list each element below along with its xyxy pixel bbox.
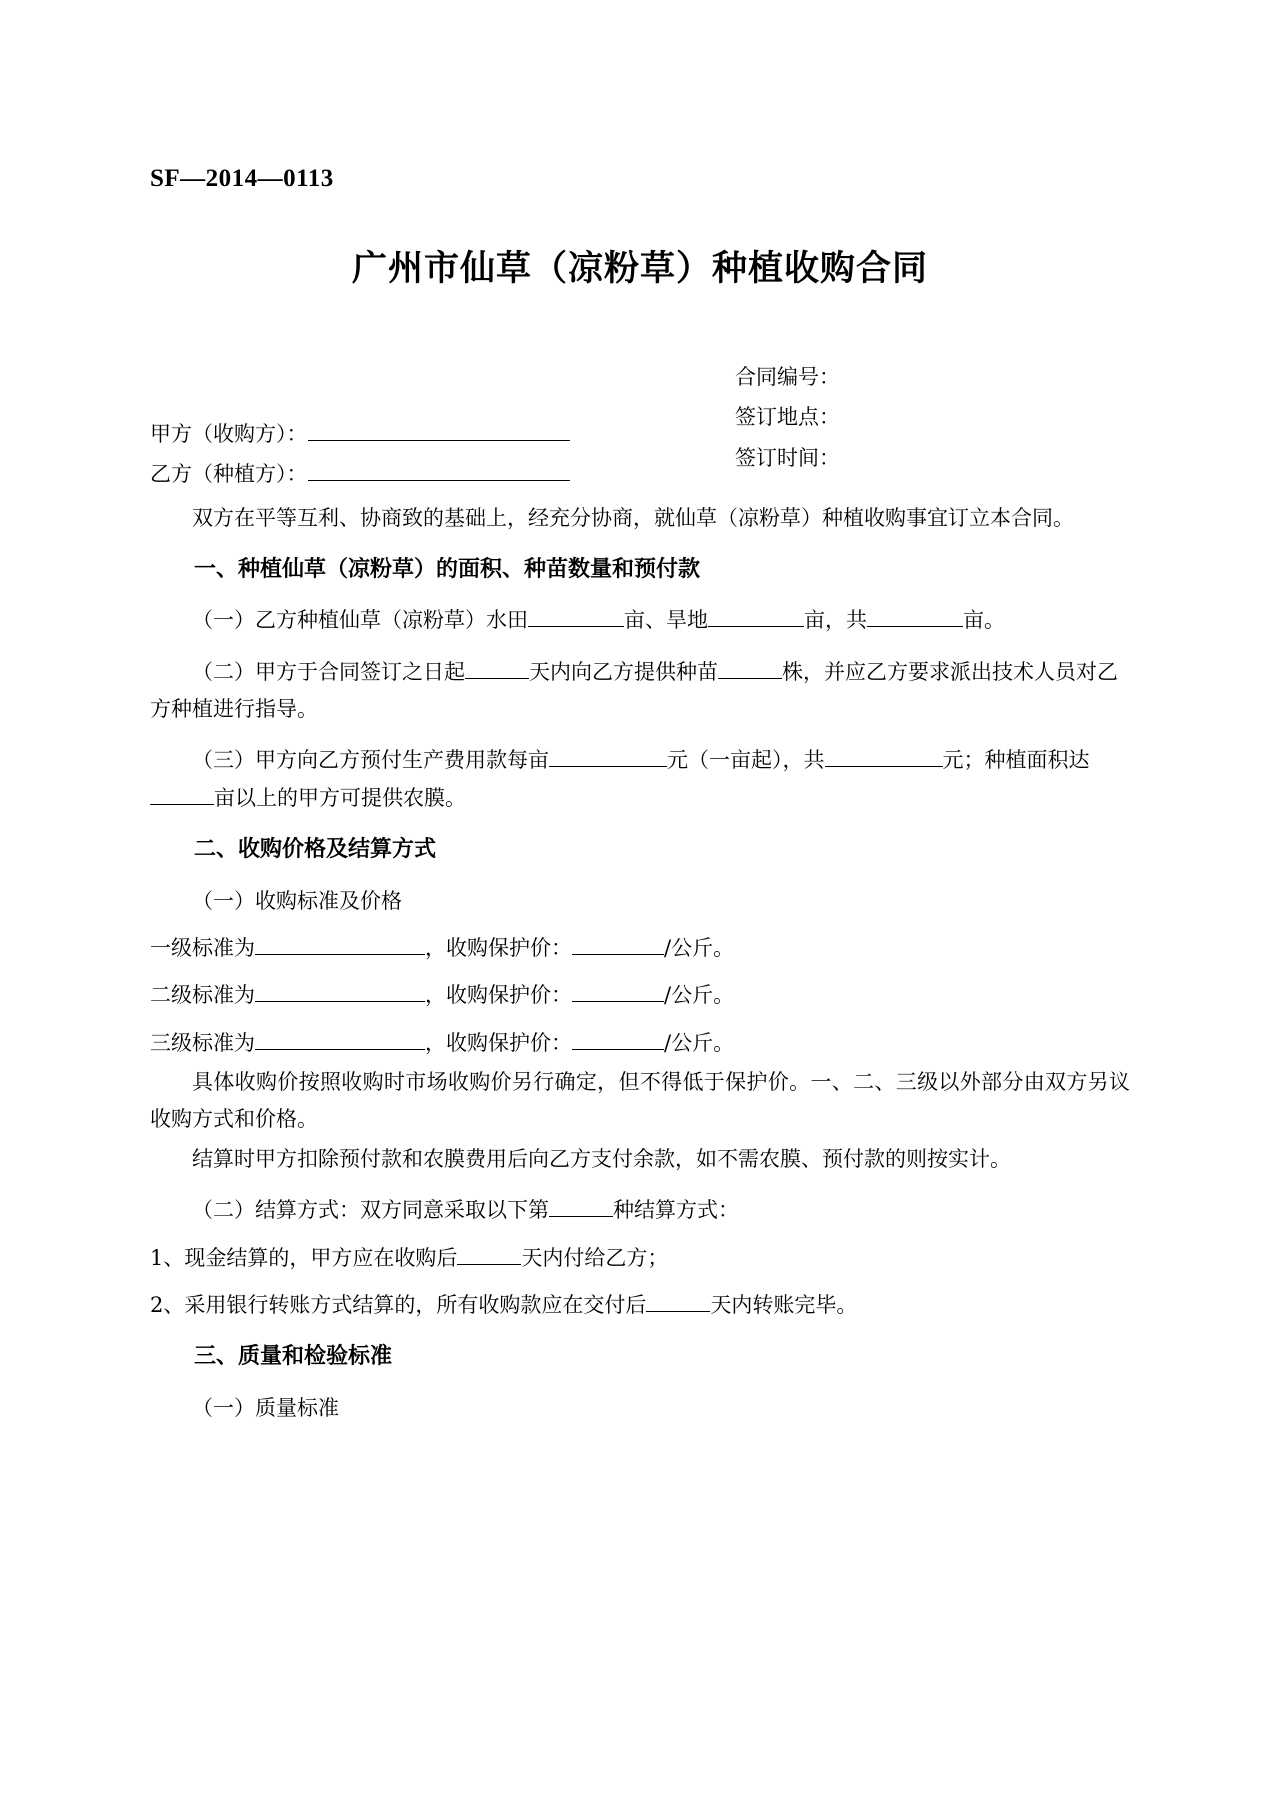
section-one-item-2 xyxy=(150,654,1130,729)
item3-text-a: （三）甲方向乙方预付生产费用款每亩 xyxy=(192,748,549,773)
page-title: 广州市仙草（凉粉草）种植收购合同 xyxy=(351,249,928,289)
document-code: SF—2014—0113 xyxy=(150,165,334,192)
grade2-standard-blank[interactable] xyxy=(255,980,425,1002)
grade3-text-c: /公斤。 xyxy=(664,1030,735,1055)
prepay-total-blank[interactable] xyxy=(825,745,943,767)
prepay-per-mu-blank[interactable] xyxy=(549,745,667,767)
item2-text-a: （二）甲方于合同签订之日起 xyxy=(192,659,465,684)
total-area-blank[interactable] xyxy=(867,605,963,627)
section-three-heading: 三、质量和检验标准 xyxy=(194,1344,393,1370)
seedling-count-blank[interactable] xyxy=(718,657,782,679)
contract-number-label: 合同编号： xyxy=(735,365,840,389)
parties-block xyxy=(150,414,1130,495)
pricing-note-one: 具体收购价按照收购时市场收购价另行确定，但不得低于保护价。一、二、三级以外部分由双方另议收购方式和价格。 xyxy=(150,1070,1130,1132)
item2-text-c: 株，并应乙方要求派出技术人员对乙方种植进行指导。 xyxy=(150,659,1118,722)
settlement-method-two xyxy=(150,1287,1130,1324)
item1-text-d: 亩。 xyxy=(963,608,1005,633)
party-b-blank[interactable] xyxy=(308,459,570,481)
grade1-price-blank[interactable] xyxy=(572,933,664,955)
party-a-label: 甲方（收购方）： xyxy=(150,421,308,446)
item1-text-c: 亩，共 xyxy=(804,608,867,633)
settlement-text-a: （二）结算方式：双方同意采取以下第 xyxy=(192,1198,549,1223)
method1-text-a: 1、现金结算的，甲方应在收购后 xyxy=(150,1245,458,1270)
party-a-blank[interactable] xyxy=(308,419,570,441)
transfer-days-blank[interactable] xyxy=(646,1290,710,1312)
grade2-text-a: 二级标准为 xyxy=(150,983,255,1008)
grade3-standard-blank[interactable] xyxy=(255,1028,425,1050)
grade1-standard-blank[interactable] xyxy=(255,933,425,955)
section-one-heading: 一、种植仙草（凉粉草）的面积、种苗数量和预付款 xyxy=(194,556,701,582)
section-two-item-2 xyxy=(150,1192,1130,1229)
grade1-text-b: ，收购保护价： xyxy=(425,935,572,960)
item1-text-b: 亩、旱地 xyxy=(624,608,708,633)
item1-text-a: （一）乙方种植仙草（凉粉草）水田 xyxy=(192,608,528,633)
cash-days-blank[interactable] xyxy=(457,1243,521,1265)
grade3-text-b: ，收购保护价： xyxy=(425,1030,572,1055)
section-three-item-1: （一）质量标准 xyxy=(192,1395,339,1420)
contract-number-field xyxy=(735,357,1130,397)
party-a-line xyxy=(150,414,1130,454)
dryland-area-blank[interactable] xyxy=(708,605,804,627)
party-b-label: 乙方（种植方）： xyxy=(150,462,308,487)
section-one-item-1 xyxy=(150,602,1130,639)
grade2-price-blank[interactable] xyxy=(572,980,664,1002)
settlement-method-blank[interactable] xyxy=(549,1195,613,1217)
grade-one-line xyxy=(150,930,1130,967)
party-b-line xyxy=(150,454,1130,494)
method2-text-a: 2、采用银行转账方式结算的，所有收购款应在交付后 xyxy=(150,1292,647,1317)
section-two-heading: 二、收购价格及结算方式 xyxy=(194,837,437,863)
item3-text-b: 元（一亩起），共 xyxy=(667,748,825,773)
grade2-text-c: /公斤。 xyxy=(664,983,735,1008)
film-area-blank[interactable] xyxy=(150,783,214,805)
signing-time-label: 签订时间： xyxy=(735,445,840,470)
grade-two-line xyxy=(150,977,1130,1014)
pricing-note-two: 结算时甲方扣除预付款和农膜费用后向乙方支付余款，如不需农膜、预付款的则按实计。 xyxy=(192,1146,1011,1171)
seedling-days-blank[interactable] xyxy=(465,657,529,679)
settlement-method-one xyxy=(150,1240,1130,1277)
grade3-text-a: 三级标准为 xyxy=(150,1030,255,1055)
section-two-item-1: （一）收购标准及价格 xyxy=(192,888,402,913)
method1-text-b: 天内付给乙方； xyxy=(521,1245,669,1270)
preamble-paragraph: 双方在平等互利、协商致的基础上，经充分协商，就仙草（凉粉草）种植收购事宜订立本合同。 xyxy=(192,505,1074,530)
item2-text-b: 天内向乙方提供种苗 xyxy=(529,659,718,684)
grade1-text-a: 一级标准为 xyxy=(150,935,255,960)
item3-text-d: 亩以上的甲方可提供农膜。 xyxy=(214,785,466,810)
settlement-text-b: 种结算方式： xyxy=(613,1198,739,1223)
section-one-item-3 xyxy=(150,742,1130,817)
grade2-text-b: ，收购保护价： xyxy=(425,983,572,1008)
grade3-price-blank[interactable] xyxy=(572,1028,664,1050)
grade1-text-c: /公斤。 xyxy=(664,935,735,960)
grade-three-line xyxy=(150,1025,1130,1062)
item3-text-c: 元；种植面积达 xyxy=(942,748,1090,773)
method2-text-b: 天内转账完毕。 xyxy=(710,1292,858,1317)
paddy-area-blank[interactable] xyxy=(528,605,624,627)
signing-place-label: 签订地点： xyxy=(735,405,840,430)
